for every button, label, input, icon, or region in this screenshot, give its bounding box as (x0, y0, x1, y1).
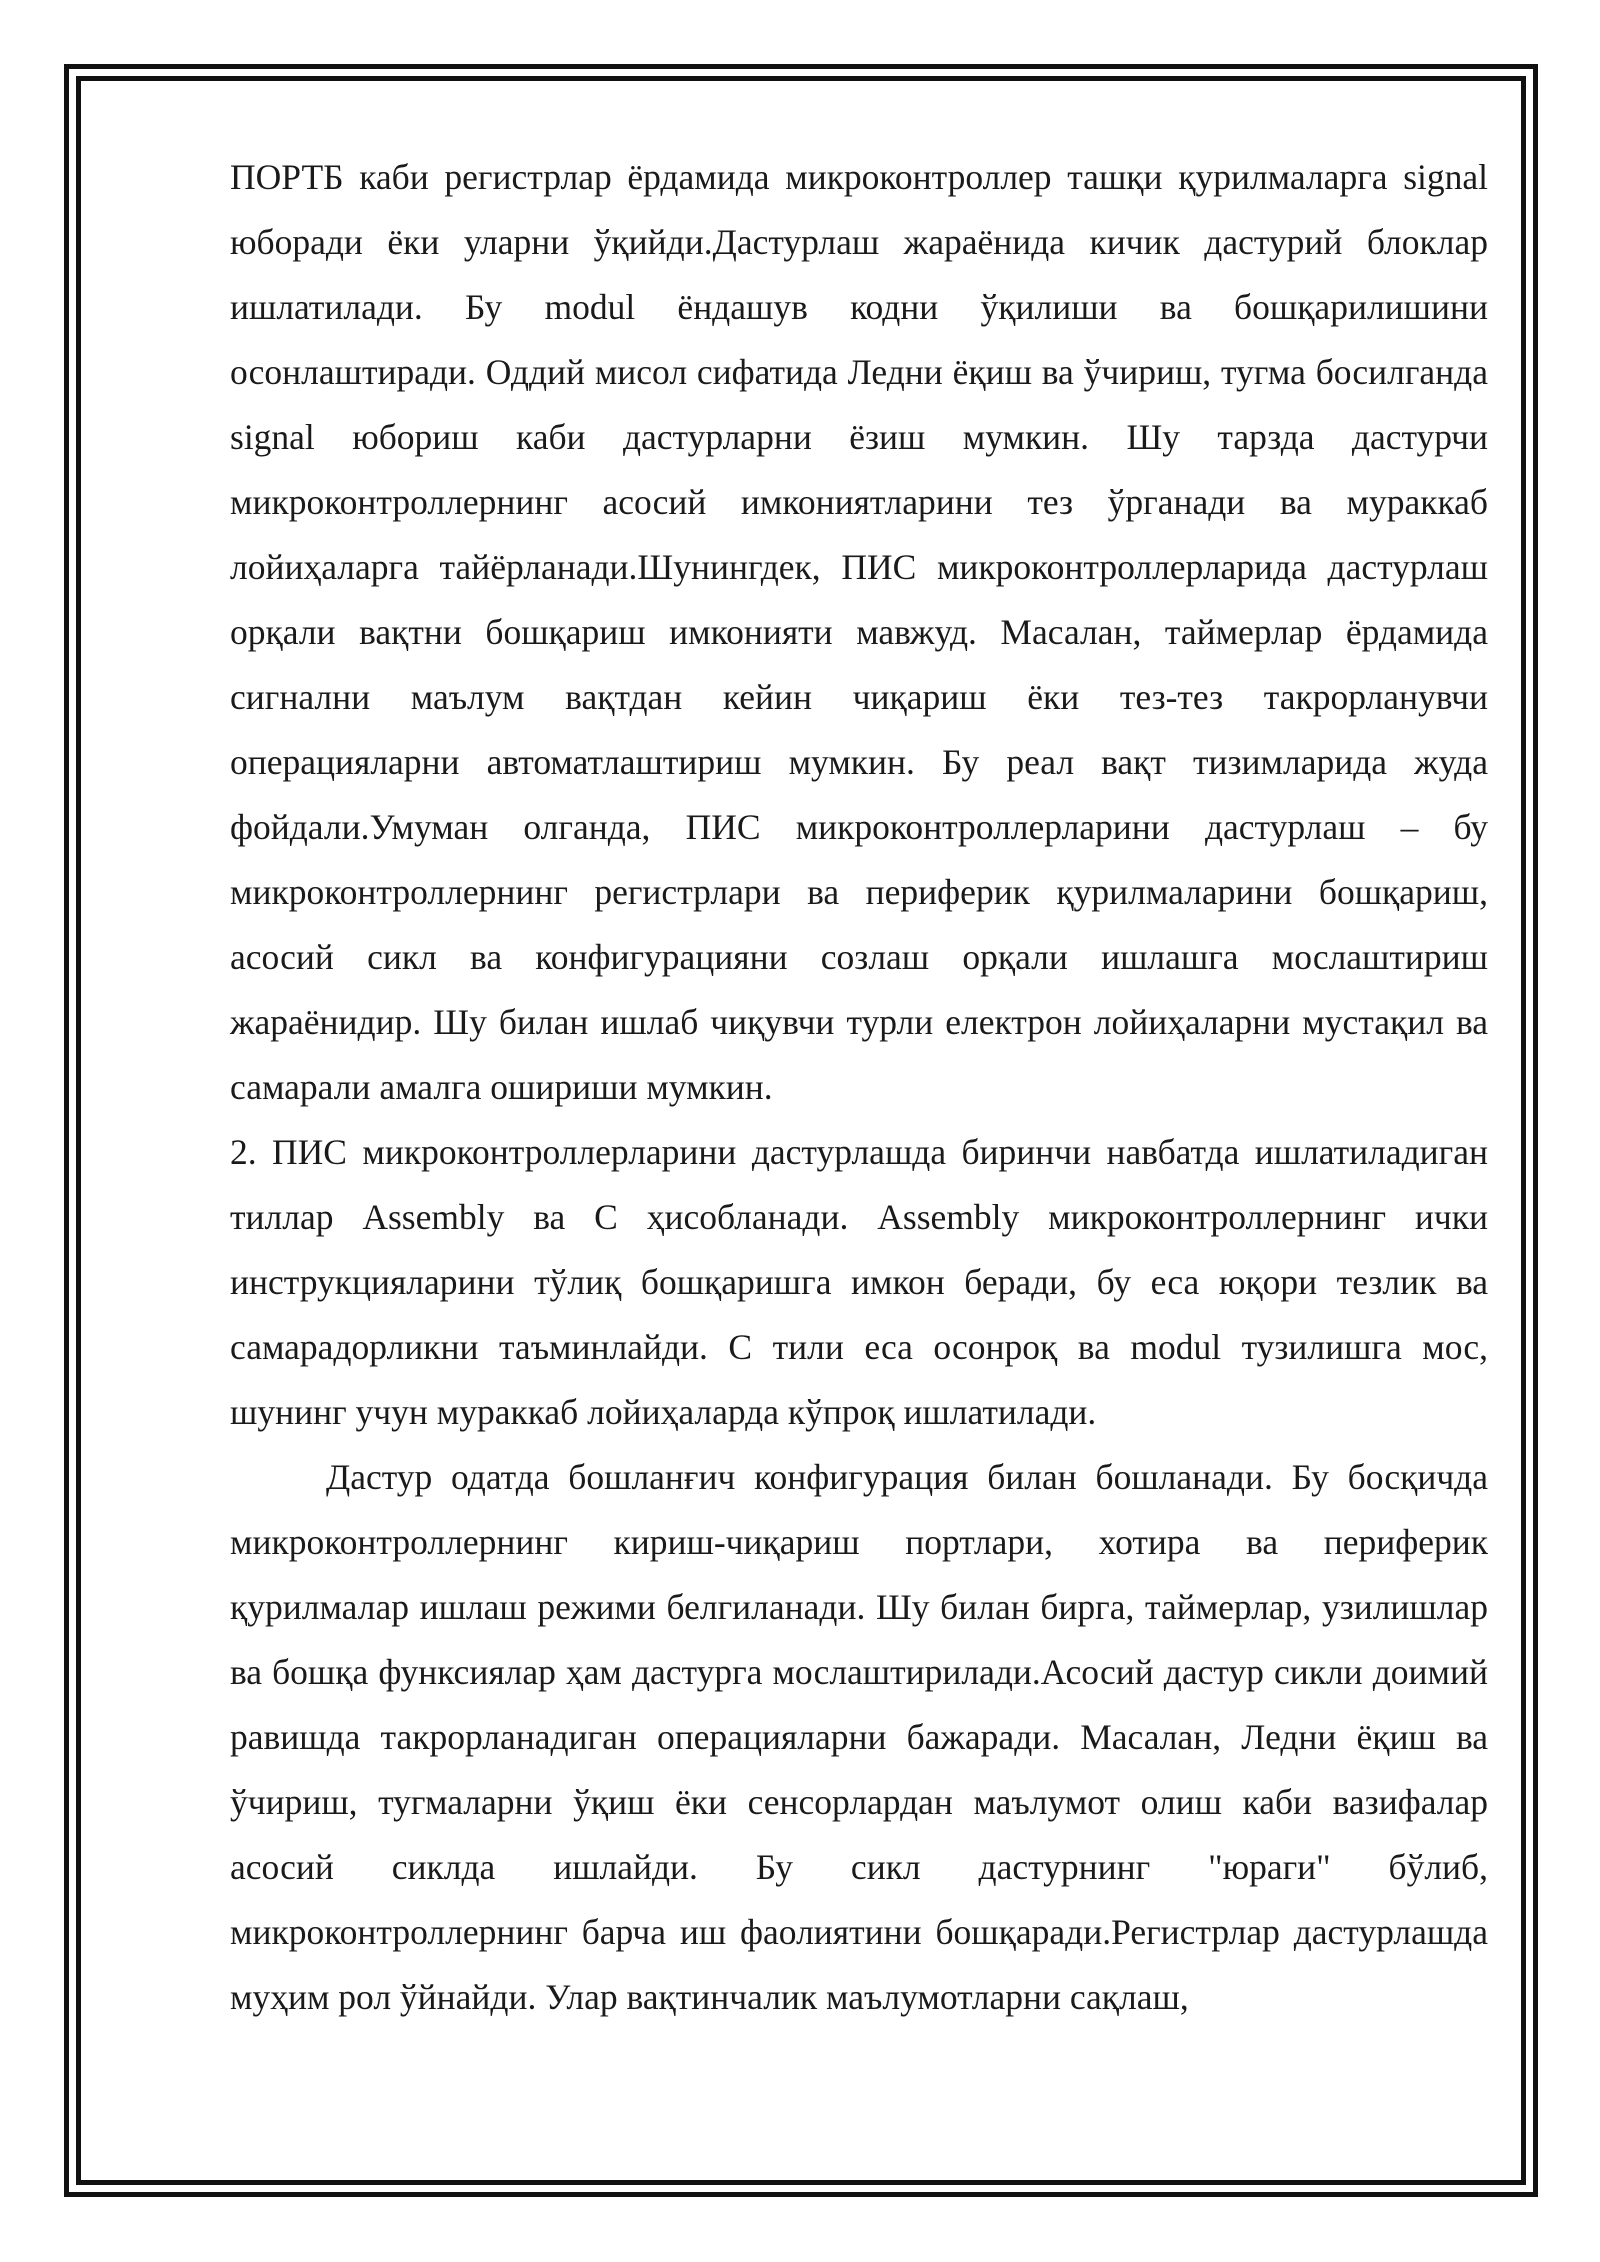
paragraph-intro: ПОРТБ каби регистрлар ёрдамида микроконтроллер ташқи қурилмаларга signal юборади ёки уларни ўқийди.Дастурлаш жараёнида кичик дастурий блоклар ишлатилади. Бу modul ёндашув кодни ўқилиши ва бошқарилишини осонлаштиради. Оддий мисол сифатида Ледни ёқиш ва ўчириш, тугма босилганда signal юбориш каби дастурларни ёзиш мумкин. Шу тарзда дастурчи микроконтроллернинг асосий имкониятларини тез ўрганади ва мураккаб лойиҳаларга тайёрланади.Шунингдек, ПИС микроконтроллерларида дастурлаш орқали вақтни бошқариш имконияти мавжуд. Масалан, таймерлар ёрдамида сигнални маълум вақтдан кейин чиқариш ёки тез-тез такрорланувчи операцияларни автоматлаштириш мумкин. Бу реал вақт тизимларида жуда фойдали.Умуман олганда, ПИС микроконтроллерларини дастурлаш – бу микроконтроллернинг регистрлари ва периферик қурилмаларини бошқариш, асосий сикл ва конфигурацияни созлаш орқали ишлашга мослаштириш жараёнидир. Шу билан ишлаб чиқувчи турли електрон лойиҳаларни мустақил ва самарали амалга ошириши мумкин. (230, 157, 1488, 1107)
document-body (230, 145, 1488, 2030)
paragraph-program-structure: Дастур одатда бошланғич конфигурация билан бошланади. Бу босқичда микроконтроллернинг кириш-чиқариш портлари, хотира ва периферик қурилмалар ишлаш режими белгиланади. Шу билан бирга, таймерлар, узилишлар ва бошқа функсиялар ҳам дастурга мослаштирилади.Асосий дастур сикли доимий равишда такрорланадиган операцияларни бажаради. Масалан, Ледни ёқиш ва ўчириш, тугмаларни ўқиш ёки сенсорлардан маълумот олиш каби вазифалар асосий сиклда ишлайди. Бу сикл дастурнинг "юраги" бўлиб, микроконтроллернинг барча иш фаолиятини бошқаради.Регистрлар дастурлашда муҳим рол ўйнайди. Улар вақтинчалик маълумотларни сақлаш, (230, 1457, 1488, 2017)
paragraph-languages: 2. ПИС микроконтроллерларини дастурлашда биринчи навбатда ишлатиладиган тиллар Assembly ва C ҳисобланади. Assembly микроконтроллернинг ички инструкцияларини тўлиқ бошқаришга имкон беради, бу еса юқори тезлик ва самарадорликни таъминлайди. C тили еса осонроқ ва modul тузилишга мос, шунинг учун мураккаб лойиҳаларда кўпроқ ишлатилади. (230, 1132, 1488, 1432)
